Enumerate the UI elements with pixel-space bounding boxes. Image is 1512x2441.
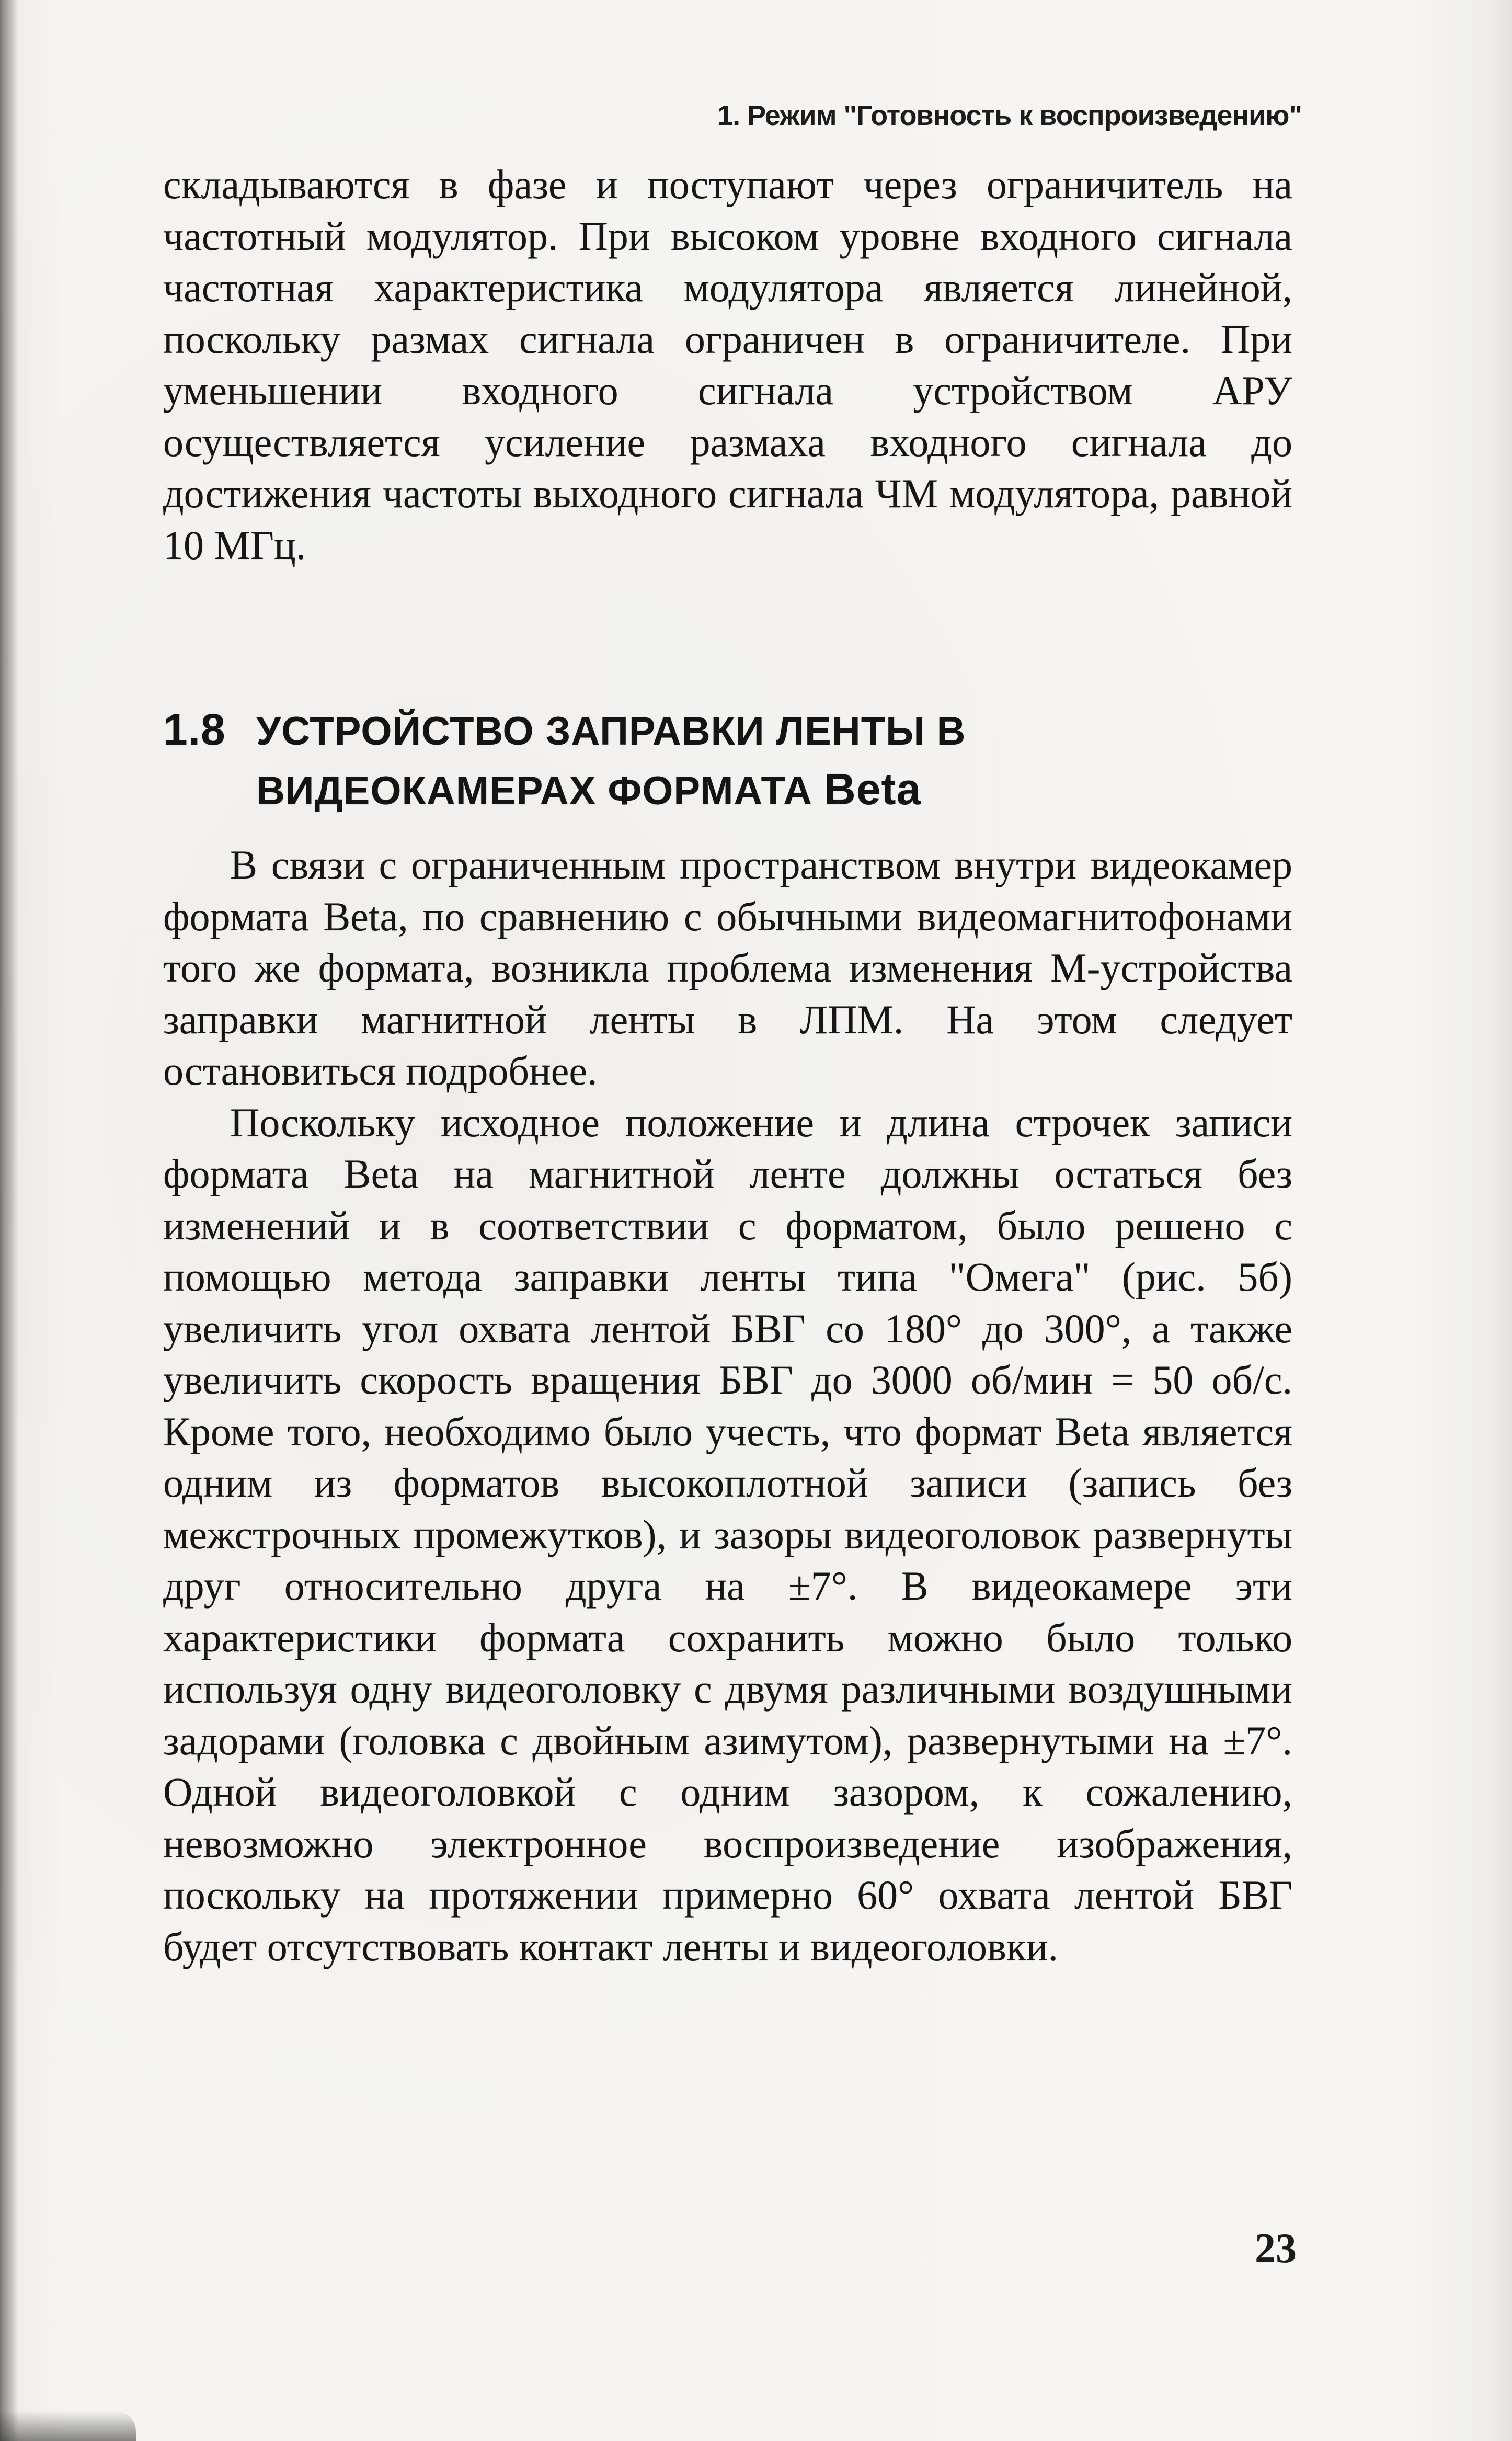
spine-shadow <box>0 0 19 2441</box>
section-title-line-2: ВИДЕОКАМЕРАХ ФОРМАТА <box>256 769 813 813</box>
top-paragraph-block <box>163 159 1292 571</box>
scan-smudge <box>0 2411 136 2441</box>
section-number: 1.8 <box>163 705 226 754</box>
page-number: 23 <box>1255 2226 1297 2272</box>
body-text <box>163 839 1292 1972</box>
section-heading <box>163 701 1313 820</box>
section-heading-line-2 <box>163 760 1313 820</box>
running-head: 1. Режим "Готовность к воспроизведению" <box>717 100 1302 131</box>
section-heading-line-1 <box>163 701 1313 760</box>
paragraph: Поскольку исходное положение и длина строчек записи формата Beta на магнитной ленте должны остаться без изменений и в соответствии с форматом, было решено с помощью метода заправки ленты типа "Омега" (рис. 5б) увеличить угол охвата лентой БВГ со 180° до 300°, а также увеличить скорость вращения БВГ до 3000 об/мин = 50 об/с. Кроме того, необходимо было учесть, что формат Beta является одним из форматов высокоплотной записи (запись без межстрочных промежутков), и зазоры видеоголовок развернуты друг относительно друга на ±7°. В видеокамере эти характеристики формата сохранить можно было только используя одну видеоголовку с двумя различными воздушными задорами (головка с двойным азимутом), развернутыми на ±7°. Одной видеоголовкой с одним зазором, к сожалению, невозможно электронное воспроизведение изображения, поскольку на протяжении примерно 60° охвата лентой БВГ будет отсутствовать контакт ленты и видеоголовки. <box>163 1099 1292 1969</box>
section-title-format: Beta <box>824 765 922 814</box>
paragraph: складываются в фазе и поступают через ограничитель на частотный модулятор. При высоком уровне входного сигнала частотная характеристика модулятора является линейной, поскольку размах сигнала ограничен в ограничителе. При уменьшении входного сигнала устройством АРУ осуществляется усиление размаха входного сигнала до достижения частоты выходного сигнала ЧМ модулятора, равной 10 МГц. <box>163 162 1292 568</box>
section-title-line-1: УСТРОЙСТВО ЗАПРАВКИ ЛЕНТЫ В <box>256 709 966 754</box>
paragraph: В связи с ограниченным пространством внутри видеокамер формата Beta, по сравнению с обычными видеомагнитофонами того же формата, возникла проблема изменения М-устройства заправки магнитной ленты в ЛПМ. На этом следует остановиться подробнее. <box>163 842 1292 1093</box>
